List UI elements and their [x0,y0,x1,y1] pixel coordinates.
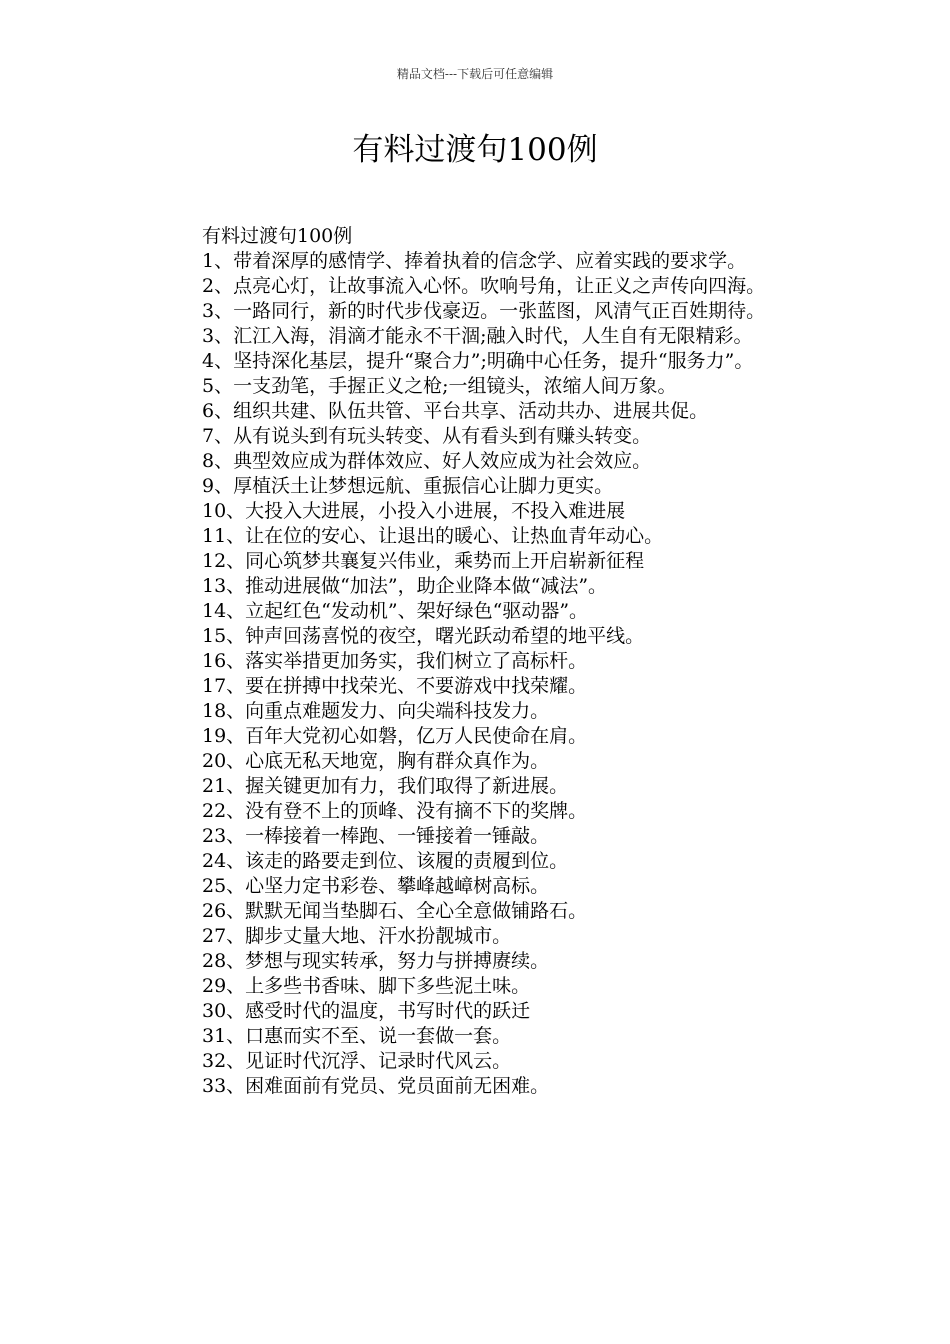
paragraph: 14、立起红色“发动机”、架好绿色“驱动器”。 [202,600,589,622]
paragraph: 1、带着深厚的感情学、捧着执着的信念学、应着实践的要求学。 [202,250,747,272]
paragraph: 有料过渡句100例 [202,225,353,247]
paragraph: 20、心底无私天地宽，胸有群众真作为。 [202,750,550,772]
paragraph: 10、大投入大进展，小投入小进展，不投入难进展 [202,500,626,522]
paragraph: 7、从有说头到有玩头转变、从有看头到有赚头转变。 [202,425,652,447]
paragraph: 32、见证时代沉浮、记录时代风云。 [202,1050,512,1072]
paragraph: 27、脚步丈量大地、汗水扮靓城市。 [202,925,512,947]
paragraph: 3、一路同行，新的时代步伐豪迈。一张蓝图，风清气正百姓期待。 [202,300,766,322]
paragraph: 15、钟声回荡喜悦的夜空，曙光跃动希望的地平线。 [202,625,645,647]
paragraph: 22、没有登不上的顶峰、没有摘不下的奖牌。 [202,800,588,822]
paragraph: 31、口惠而实不至、说一套做一套。 [202,1025,512,1047]
paragraph: 21、握关键更加有力，我们取得了新进展。 [202,775,569,797]
paragraph: 8、典型效应成为群体效应、好人效应成为社会效应。 [202,450,652,472]
paragraph: 24、该走的路要走到位、该履的责履到位。 [202,850,569,872]
paragraph: 13、推动进展做“加法”，助企业降本做“减法”。 [202,575,608,597]
paragraph: 9、厚植沃土让梦想远航、重振信心让脚力更实。 [202,475,614,497]
paragraph: 26、默默无闻当垫脚石、全心全意做铺路石。 [202,900,588,922]
paragraph: 6、组织共建、队伍共管、平台共享、活动共办、进展共促。 [202,400,709,422]
paragraph: 29、上多些书香味、脚下多些泥土味。 [202,975,531,997]
paragraph: 5、一支劲笔，手握正义之枪;一组镜头，浓缩人间万象。 [202,375,677,397]
paragraph: 30、感受时代的温度，书写时代的跃迁 [202,1000,531,1022]
paragraph: 12、同心筑梦共襄复兴伟业，乘势而上开启崭新征程 [202,550,645,572]
paragraph: 28、梦想与现实转承，努力与拼搏赓续。 [202,950,550,972]
page-header-note: 精品文档---下载后可任意编辑 [396,67,554,81]
paragraph: 16、落实举措更加务实，我们树立了高标杆。 [202,650,588,672]
paragraph: 23、一棒接着一棒跑、一锤接着一锤敲。 [202,825,550,847]
paragraph: 17、要在拼搏中找荣光、不要游戏中找荣耀。 [202,675,588,697]
paragraph: 33、困难面前有党员、党员面前无困难。 [202,1075,550,1097]
paragraph: 18、向重点难题发力、向尖端科技发力。 [202,700,550,722]
document-body [145,224,810,1099]
paragraph: 4、坚持深化基层，提升“聚合力”;明确中心任务，提升“服务力”。 [202,350,754,372]
paragraph: 11、让在位的安心、让退出的暖心、让热血青年动心。 [202,525,664,547]
paragraph: 19、百年大党初心如磐，亿万人民使命在肩。 [202,725,588,747]
paragraph: 25、心坚力定书彩卷、攀峰越嶂树高标。 [202,875,550,897]
paragraph: 2、点亮心灯，让故事流入心怀。吹响号角，让正义之声传向四海。 [202,275,766,297]
document-title: 有料过渡句100例 [352,132,598,168]
paragraph: 3、汇江入海，涓滴才能永不干涸;融入时代，人生自有无限精彩。 [202,325,753,347]
